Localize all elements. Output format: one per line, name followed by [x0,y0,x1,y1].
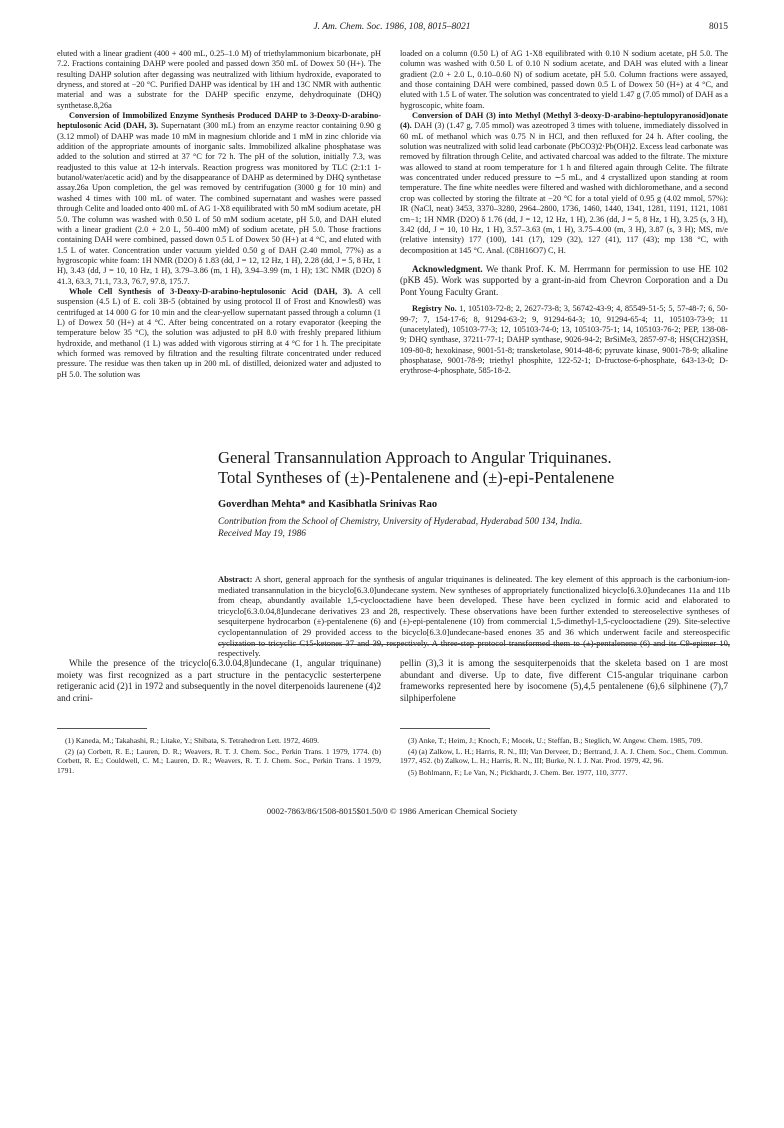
journal-citation: J. Am. Chem. Soc. 1986, 108, 8015–8021 [313,22,471,32]
section-heading: Acknowledgment. [412,263,483,274]
section-heading: Whole Cell Synthesis of 3-Deoxy-D-arabino-heptulosonic Acid (DAH, 3). [69,286,353,296]
paragraph [400,111,728,256]
footnote: (4) (a) Zalkow, L. H.; Harris, R. N., III; Van Derveer, D.; Bertrand, J. A. J. Chem. Soc., Chem. Commun. 1977, 452. (b) Zalkow, L. H.; Harris, R. N., III; Burke, N. I. J. Nat. Prod. 1979, 42, 96. [400,747,728,766]
section-heading: Registry No. [412,304,457,314]
paragraph-text: Supernatant (300 mL) from an enzyme reactor containing 0.90 g (3.12 mmol) of DAHP was made 10 mM in magnesium chloride and 1 mM in zinc chloride via addition of the appropriate amounts of inorganic salts. Immobilized alkaline phosphatase was added to the solution and stirred at 37 °C for 72 h. The pH of the solution, initially 7.3, was readjusted to this value at 12-h intervals. Reaction progress was monitored by TLC (2:1:1 1-butanol/water/acetic acid) and by the disappearance of DAHP as determined by DHQ synthetase assay.26a Upon completion, the gel was removed by centrifugation (3000 g for 10 min) and washed 4 times with 100 mL of water. The combined supernatant and washes were passed through Celite and loaded onto 400 mL of AG 1-X8 equilibrated with 50 mM sodium acetate, pH 5.0. The column was washed with 0.50 L of 50 mM sodium acetate, pH 5.0, and DAH eluted with a linear gradient (2.0 + 2.0 L, 50–400 mM) of sodium acetate, pH 5.0. Those fractions containing DAH were combined, passed down 0.5 L of Dowex 50 (H+) at 4 °C, and eluted with 1.5 L of water. Concentration under vacuum yielded 0.50 g of DAH (2.40 mmol, 77%) as a hygroscopic white foam: 1H NMR (D2O) δ 1.83 (dd, J = 12, 12 Hz, 1 H), 2.28 (dd, J = 5, 8 Hz, 1 H), 3.43 (dd, J = 10, 10 Hz, 1 H), 3.79–3.86 (m, 1 H), 3.94–3.99 (m, 1 H); 13C NMR (D2O) δ 41.3, 63.3, 71.1, 73.3, 76.7, 97.8, 175.7. [57,121,382,286]
paragraph-text: A cell suspension (4.5 L) of E. coli 3B-5 (obtained by using protocol II of Frost and Knowles8) was centrifuged at 14 000 G for 10 min and the clear-yellow supernatant passed through a column (1 L) of Dowex 50 (H+) at 4 °C. After being concentrated on a rotary evaporator (keeping the temperature below 35 °C), the solution was adjusted to pH 8.0 with freshly prepared lithium hydroxide, and methanol (1 L) was added with vigorous stirring at 4 °C for 1 h. The precipitate which formed was removed by filtration and the resulting filtrate concentrated under reduced pressure. The residue was then taken up in 200 mL of distilled, deionized water and adjusted to pH 5.0. The solution was [57,286,381,379]
received-date: Received May 19, 1986 [218,528,306,539]
registry-numbers [400,304,728,376]
abstract-text: A short, general approach for the synthesis of angular triquinanes is delineated. The key element of this approach is the carbonium-ion-mediated transannulation in the bicyclo[6.3.0]undecane system. New syntheses of appropriately functionalized bicyclo[6.3.0]undecanes 11a and 11b from cheap, abundantly available 1,5-cyclooctadiene have been developed. These have been cyclized in formic acid and elaborated to tricyclo[6.3.0.04,8]undecane derivatives 23 and 28, respectively. These observations have been further extended to stereoselective syntheses of sesquiterpene hydrocarbon (±)-pentalenene (6) and (±)-epi-pentalenene (10) from commercial 1,5-dimethyl-1,5-cyclooctadiene (29). Site-selective cyclopentannulation of 29 provided access to the bicyclo[6.3.0]undecane-based enones 35 and 36 which underwent facile and stereospecific cyclization to tricyclic C15-ketones 37 and 39, respectively. A three-step protocol transformed them to (±)-pentalenene (6) and its C9-epimer 10, respectively. [218,574,731,659]
article-header [218,448,738,540]
running-head [56,22,728,32]
left-column-experimental [57,49,381,380]
paragraph [57,111,381,287]
abstract [218,574,730,659]
divider [218,644,730,645]
paragraph-text: DAH (3) (1.47 g, 7.05 mmol) was azeotroped 3 times with toluene, immediately dissolved in 60 mL of methanol which was 0.75 N in HCl, and then refluxed for 24 h. After cooling, the solution was neutralized with solid lead carbonate (PbCO3)2·Pb(OH)2. Excess lead carbonate was removed by filtration through Celite, and activated charcoal was added to the filtrate. The mixture was allowed to stand at room temperature for 1 h and filtered again through Celite. The filtrate was concentrated under reduced pressure to ∼5 mL, and 4 crystallized upon standing at room temperature. The fine white needles were filtered and washed with dichloromethane, and a second crop was collected by storing the filtrate at −20 °C for a total yield of 0.95 g (4.02 mmol, 57%): IR (NaCl, neat) 3453, 3370–3280, 2964–2800, 1736, 1460, 1440, 1341, 1281, 1191, 1121, 1081 cm−1; 1H NMR (D2O) δ 1.76 (dd, J = 12, 12 Hz, 1 H), 2.36 (dd, J = 5, 8 Hz, 1 H), 3.25 (s, 3 H), 3.42 (dd, J = 10, 10 Hz, 1 H), 3.57–3.63 (m, 1 H), 3.75–4.00 (m, 3 H), 3.87 (s, 3 H); MS, m/e (relative intensity) 177 (100), 141 (17), 129 (32), 127 (41), 117 (43); mp 138 °C, with decomposition at 145 °C. Anal. (C8H16O7) C, H. [400,121,728,255]
affiliation [218,517,738,540]
contribution: Contribution from the School of Chemistry, University of Hyderabad, Hyderabad 500 134, India. [218,517,583,527]
footnote-divider [400,728,490,729]
right-column-experimental [400,49,728,377]
article-title [218,448,738,488]
authors: Goverdhan Mehta* and Kasibhatla Srinivas Rao [218,499,438,510]
page-number: 8015 [709,22,728,32]
paragraph: loaded on a column (0.50 L) of AG 1-X8 equilibrated with 0.10 N sodium acetate, pH 5.0. The column was washed with 0.50 L of 0.10 N sodium acetate, and DAH was eluted with a linear gradient (2.0 + 2.0 L, 0.10–0.60 N) of sodium acetate, pH 5.0. Column fractions were assayed, and those containing DAH were combined, passed down 0.5 L of Dowex 50 (H+) at 4 °C, and eluted with 1.5 L of water. The solution was concentrated to yield 1.47 g (7.05 mmol) of DAH as a hygroscopic, white foam. [400,49,728,110]
paragraph: eluted with a linear gradient (400 + 400 mL, 0.25–1.0 M) of triethylammonium bicarbonate, pH 7.2. Fractions containing DAHP were pooled and passed down 350 mL of Dowex 50 (H+). The resulting DAHP solution after degassing was neutralized with lithium hydroxide, evaporated to dryness, and stored at −20 °C. Purified DAHP was identical by 1H and 13C NMR with authentic material and was a substrate for the DAHP specific enzyme, dehydroquinate (DHQ) synthetase.8,26a [57,49,381,110]
body-left-column [57,659,381,705]
footnote-divider [57,728,147,729]
section-heading: Conversion of Immobilized Enzyme Synthesis Produced DAHP to 3-Deoxy-D-arabino-heptulosonic Acid (DAH, 3). [57,111,381,131]
abstract-label: Abstract: [218,574,253,584]
acknowledgment [400,264,728,299]
paragraph-text: We thank Prof. K. M. Herrmann for permission to use HE 102 (pKB 45). Work was supported by a grant-in-aid from Chevron Corporation and a Du Pont Young Faculty Grant. [400,263,728,297]
footnote: (5) Bohlmann, F.; Le Van, N.; Pickhardt, J. Chem. Ber. 1977, 110, 3777. [408,767,628,777]
paragraph-text: 1, 105103-72-8; 2, 2627-73-8; 3, 56742-43-9; 4, 85549-51-5; 5, 57-48-7; 6, 50-99-7; 7, 154-17-6; 8, 91294-63-2; 9, 91294-64-3; 10, 91294-65-4; 11, 105103-73-9; 11 (unacetylated), 105103-77-3; 12, 105103-74-0; 13, 105103-75-1; 14, 105103-76-2; PEP, 138-08-9; DHQ synthase, 37211-77-1; DAHP synthase, 9026-94-2; BrSiMe3, 2857-97-8; HS(CH2)3SH, 109-80-8; hexokinase, 9001-51-8; transketolase, 9014-48-6; pyruvate kinase, 9001-78-9; alkaline phosphatase, 9001-78-9; triethyl phosphite, 122-52-1; D-fructose-6-phosphate, 643-13-0; D-erythrose-4-phosphate, 585-18-2. [400,304,728,376]
paragraph [57,287,381,380]
body-right-column [400,659,728,705]
footnote: (1) Kaneda, M.; Takahashi, R.; Litake, Y.; Shibata, S. Tetrahedron Lett. 1972, 4609. [65,736,320,745]
section-heading: Conversion of DAH (3) into Methyl (Methyl 3-deoxy-D-arabino-heptulopyranosid)onate (4). [400,111,728,131]
paragraph: While the presence of the tricyclo[6.3.0.04,8]undecane (1, angular triquinane) moiety was first recognized as a part structure in the pentacyclic sesterterpene retigeranic acid (2)1 in 1972 and subsequently in the novel diterpenoids laurenene (4)2 and crini- [57,659,381,704]
footnotes-right [400,736,728,779]
title-line: Total Syntheses of (±)-Pentalenene and (±)-epi-Pentalenene [218,468,615,487]
paragraph: pellin (3),3 it is among the sesquiterpenoids that the skeleta based on 1 are most abundant and diverse. Up to date, five different C15-angular triquinane carbon frameworks represented here by isocomene (5),4,5 pentalenene (6),6 silphinene (7),7 silphiperfolene [400,659,728,704]
footnote: (2) (a) Corbett, R. E.; Lauren, D. R.; Weavers, R. T. J. Chem. Soc., Perkin Trans. 1 1979, 1774. (b) Corbett, R. E.; Couldwell, C. M.; Lauren, D. R.; Weavers, R. T. J. Chem. Soc., Perkin Trans. 1 1979, 1791. [57,747,381,775]
footnotes-left [57,736,381,777]
copyright-footer: 0002-7863/86/1508-8015$01.50/0 © 1986 American Chemical Society [266,806,518,816]
footnote: (3) Anke, T.; Heim, J.; Knoch, F.; Mocek, U.; Steffan, B.; Steglich, W. Angew. Chem. 1985, 709. [408,736,703,745]
title-line: General Transannulation Approach to Angular Triquinanes. [218,448,612,467]
